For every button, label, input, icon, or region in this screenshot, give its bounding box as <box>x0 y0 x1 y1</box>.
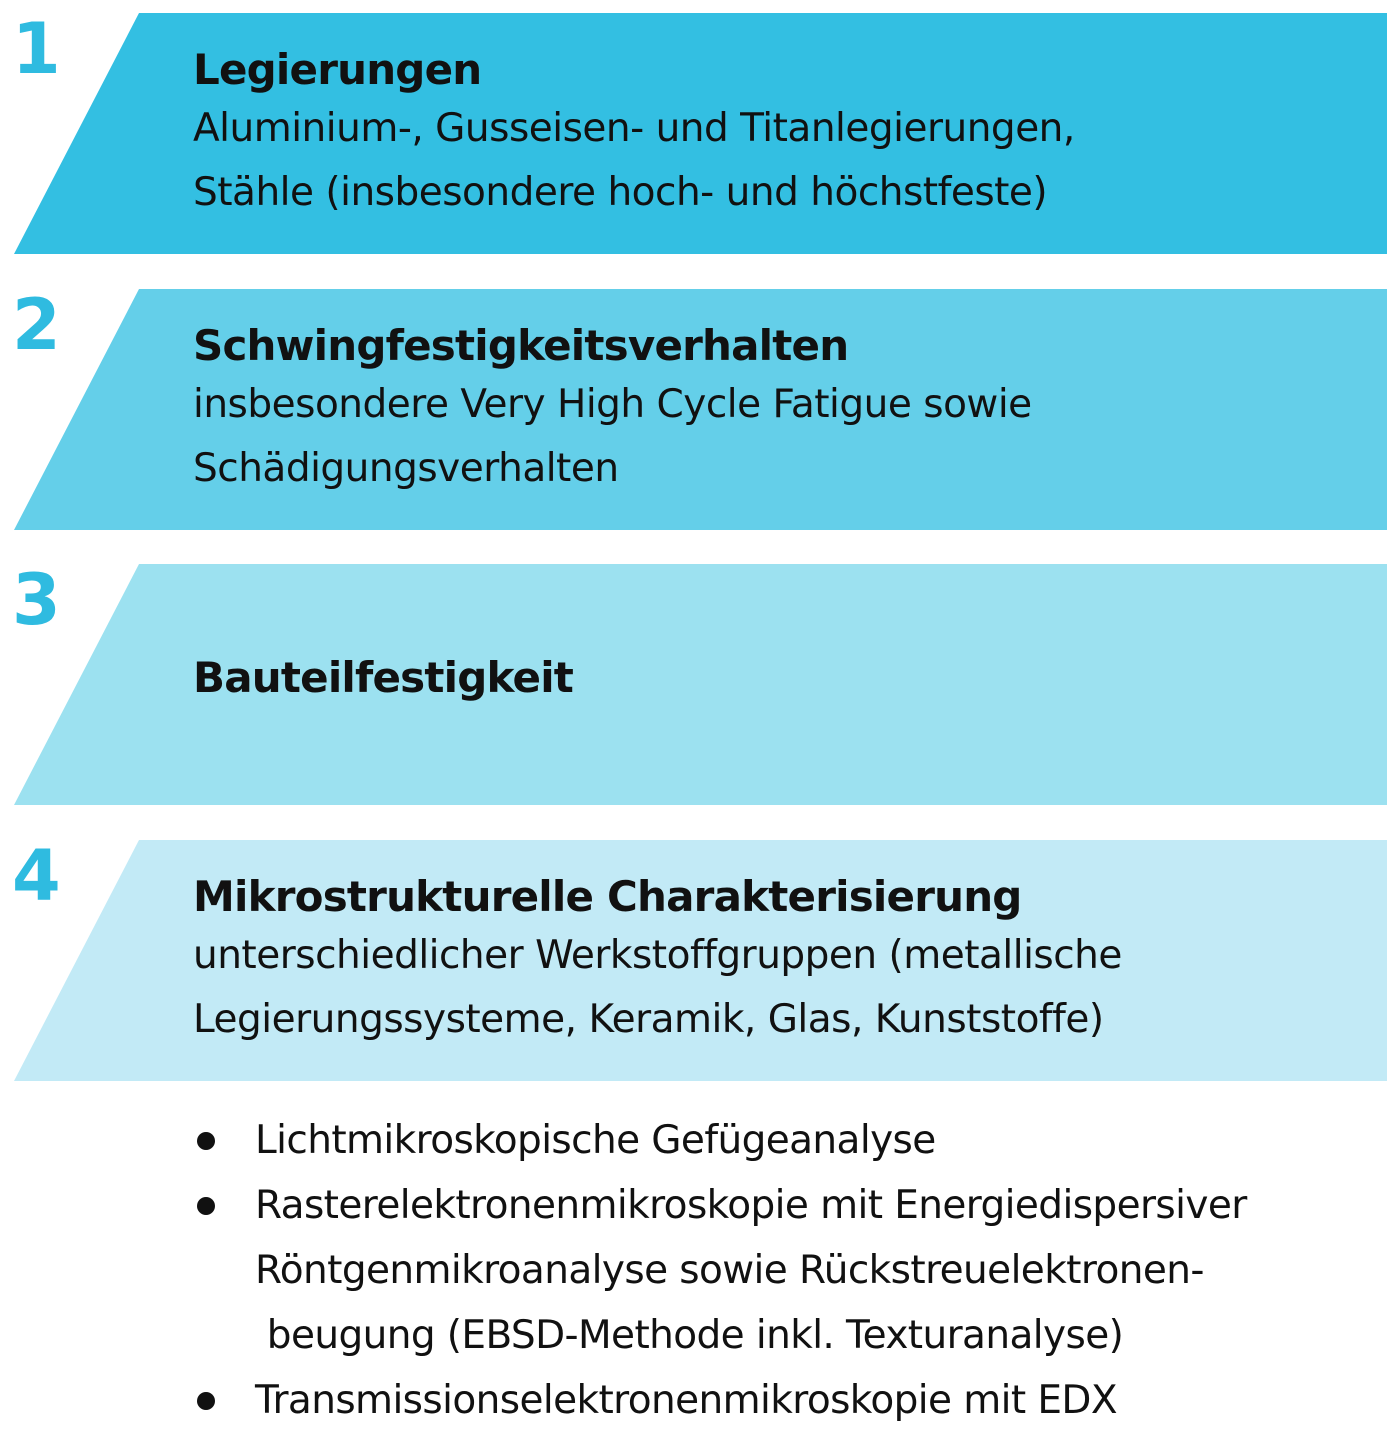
bullet-item-1 <box>193 1108 1393 1173</box>
section-content-1 <box>193 44 1373 225</box>
section-title-2: Schwingfestigkeitsverhalten <box>193 321 849 370</box>
section-desc-1-line-2: Stähle (insbesondere hoch- und höchstfeste) <box>193 170 1048 215</box>
section-desc-4-line-1: unterschiedlicher Werkstoffgruppen (metallische <box>193 933 1122 978</box>
bullet-item-1-line-1: Lichtmikroskopische Gefügeanalyse <box>255 1118 936 1163</box>
section-desc-2-line-1: insbesondere Very High Cycle Fatigue sowie <box>193 382 1032 427</box>
bullet-dot-icon <box>197 1392 215 1410</box>
section-desc-1-line-1: Aluminium-, Gusseisen- und Titanlegierungen, <box>193 106 1075 151</box>
section-number-2: 2 <box>12 284 61 366</box>
bullet-dot-icon <box>197 1132 215 1150</box>
section-number-1: 1 <box>12 8 61 90</box>
method-bullet-list <box>193 1108 1393 1433</box>
bullet-dot-icon <box>197 1197 215 1215</box>
bullet-item-2-line-3: beugung (EBSD-Methode inkl. Texturanalyse) <box>255 1313 1124 1358</box>
section-title-4: Mikrostrukturelle Charakterisierung <box>193 872 1022 921</box>
bullet-item-2-line-1: Rasterelektronenmikroskopie mit Energiedispersiver <box>255 1183 1247 1228</box>
bullet-item-2-line-2: Röntgenmikroanalyse sowie Rückstreuelektronen- <box>255 1248 1204 1293</box>
section-title-3: Bauteilfestigkeit <box>193 653 574 702</box>
section-content-4 <box>193 871 1373 1052</box>
section-content-2 <box>193 320 1373 501</box>
section-desc-4-line-2: Legierungssysteme, Keramik, Glas, Kunststoffe) <box>193 997 1104 1042</box>
section-content-3 <box>193 652 1373 704</box>
section-number-4: 4 <box>12 835 61 917</box>
bullet-item-2 <box>193 1173 1393 1368</box>
section-title-1: Legierungen <box>193 45 482 94</box>
bullet-item-3-line-1: Transmissionselektronenmikroskopie mit EDX <box>255 1378 1117 1423</box>
bullet-item-3 <box>193 1368 1393 1433</box>
section-number-3: 3 <box>12 559 61 641</box>
section-desc-2-line-2: Schädigungsverhalten <box>193 446 619 491</box>
